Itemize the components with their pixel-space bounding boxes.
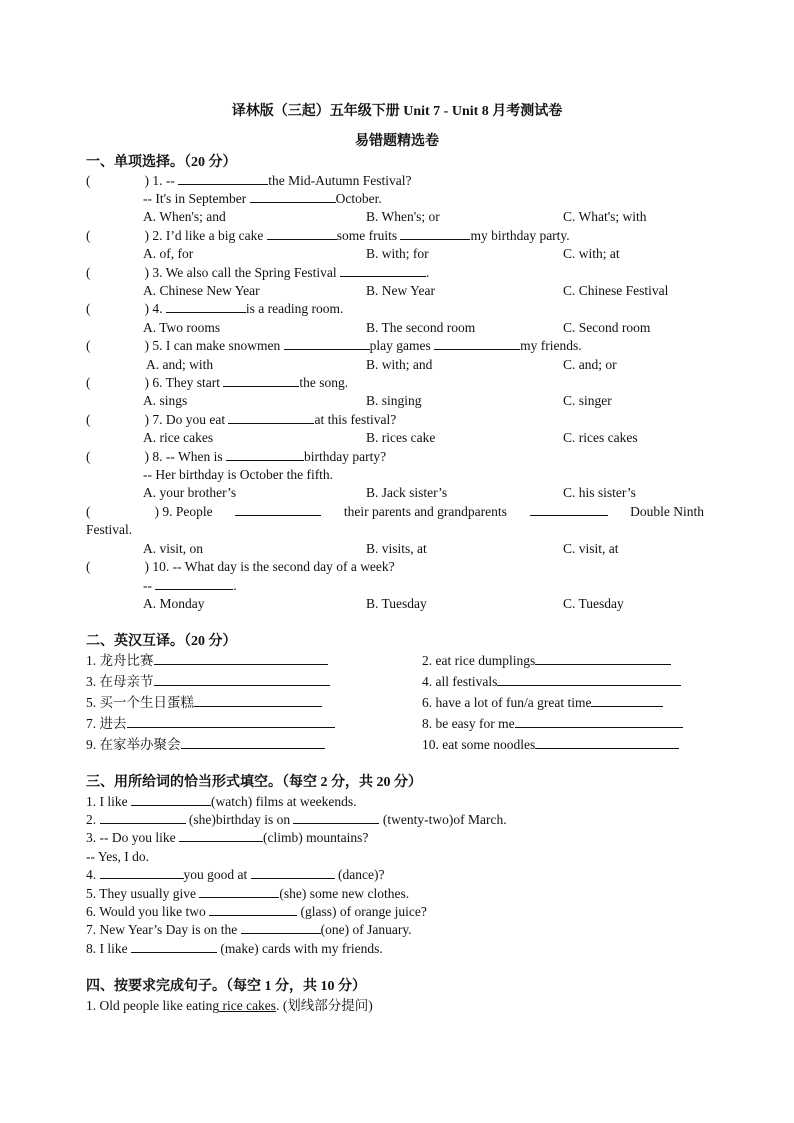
answer-blank[interactable] — [199, 885, 279, 898]
q4-option-c[interactable]: C. Second room — [563, 320, 651, 335]
translate-item: 4. all festivals — [422, 673, 681, 690]
answer-blank[interactable] — [400, 227, 470, 240]
q2-option-a[interactable]: A. of, for — [143, 246, 194, 261]
q9-option-a[interactable]: A. visit, on — [143, 541, 204, 556]
answer-blank[interactable] — [591, 694, 663, 707]
answer-blank[interactable] — [340, 264, 426, 277]
question-10: ( ) 10. -- What day is the second day of a week? — [86, 559, 395, 574]
q1-text: 1. -- — [152, 173, 175, 188]
q5-option-c[interactable]: C. and; or — [563, 357, 617, 372]
q6-option-a[interactable]: A. sings — [143, 393, 188, 408]
q2-option-c[interactable]: C. with; at — [563, 246, 620, 261]
q8-reply: -- Her birthday is October the fifth. — [143, 467, 334, 482]
fill-item: 1. I like (watch) films at weekends. — [86, 794, 357, 809]
answer-blank[interactable] — [515, 715, 683, 728]
answer-blank[interactable] — [131, 940, 217, 953]
translate-item: 9. 在家举办聚会 — [86, 736, 325, 753]
answer-blank[interactable] — [535, 736, 679, 749]
answer-blank[interactable] — [535, 652, 671, 665]
translate-item: 8. be easy for me — [422, 715, 683, 732]
question-3: ( ) 3. We also call the Spring Festival . — [86, 265, 430, 280]
q9-option-b[interactable]: B. visits, at — [366, 541, 427, 556]
section-heading-3: 三、用所给词的恰当形式填空。（每空 2 分，共 20 分） — [86, 775, 422, 790]
answer-blank[interactable] — [155, 577, 233, 590]
fill-item: 8. I like (make) cards with my friends. — [86, 941, 383, 956]
q9-option-c[interactable]: C. visit, at — [563, 541, 619, 556]
section-heading-4: 四、按要求完成句子。（每空 1 分，共 10 分） — [86, 979, 366, 994]
answer-blank[interactable] — [194, 694, 322, 707]
q1-option-c[interactable]: C. What's; with — [563, 209, 647, 224]
q1-text-mid: the Mid-Autumn Festival? — [268, 173, 412, 188]
q3-option-b[interactable]: B. New Year — [366, 283, 435, 298]
translate-item: 1. 龙舟比赛 — [86, 652, 328, 669]
question-6: ( ) 6. They start the song. — [86, 375, 349, 390]
translate-item: 6. have a lot of fun/a great time — [422, 694, 663, 711]
question-8: ( ) 8. -- When is birthday party? — [86, 449, 387, 464]
q7-option-a[interactable]: A. rice cakes — [143, 430, 214, 445]
answer-blank[interactable] — [179, 829, 263, 842]
translate-item: 5. 买一个生日蛋糕 — [86, 694, 322, 711]
question-9: ( ) 9. People their parents and grandparents Double Ninth — [86, 504, 704, 519]
underlined-phrase: rice cakes — [219, 998, 277, 1013]
question-5: ( ) 5. I can make snowmen play games my friends. — [86, 338, 582, 353]
q2-option-b[interactable]: B. with; for — [366, 246, 429, 261]
section-heading-1: 一、单项选择。（20 分） — [86, 155, 237, 170]
q6-option-c[interactable]: C. singer — [563, 393, 612, 408]
answer-blank[interactable] — [181, 736, 325, 749]
page-title: 译林版（三起）五年级下册 Unit 7 - Unit 8 月考测试卷 — [231, 104, 563, 119]
fill-item: 5. They usually give (she) some new clothes. — [86, 886, 410, 901]
answer-blank[interactable] — [127, 715, 335, 728]
q6-option-b[interactable]: B. singing — [366, 393, 422, 408]
q8-option-a[interactable]: A. your brother’s — [143, 485, 237, 500]
answer-blank[interactable] — [497, 673, 681, 686]
q1-reply: -- It's in September October. — [143, 191, 382, 206]
answer-blank[interactable] — [166, 300, 246, 313]
q4-option-a[interactable]: A. Two rooms — [143, 320, 221, 335]
q9-continued: Festival. — [86, 522, 133, 537]
q3-option-a[interactable]: A. Chinese New Year — [143, 283, 260, 298]
q7-option-b[interactable]: B. rices cake — [366, 430, 436, 445]
fill-item-reply: -- Yes, I do. — [86, 849, 150, 864]
question-7: ( ) 7. Do you eat at this festival? — [86, 412, 397, 427]
page-subtitle: 易错题精选卷 — [355, 134, 439, 149]
answer-blank[interactable] — [235, 503, 321, 516]
answer-blank[interactable] — [434, 337, 520, 350]
q5-option-b[interactable]: B. with; and — [366, 357, 433, 372]
question-4: ( ) 4. is a reading room. — [86, 301, 344, 316]
answer-blank[interactable] — [131, 793, 211, 806]
translate-item: 10. eat some noodles — [422, 736, 679, 753]
question-1 — [86, 172, 411, 189]
answer-blank[interactable] — [530, 503, 608, 516]
fill-item: 6. Would you like two (glass) of orange juice? — [86, 904, 427, 919]
q3-option-c[interactable]: C. Chinese Festival — [563, 283, 669, 298]
question-2: ( ) 2. I’d like a big cake some fruits my birthday party. — [86, 228, 570, 243]
q10-reply: -- . — [143, 578, 237, 593]
answer-blank[interactable] — [100, 866, 184, 879]
answer-blank[interactable] — [267, 227, 337, 240]
fill-item: 3. -- Do you like (climb) mountains? — [86, 830, 369, 845]
translate-item: 3. 在母亲节 — [86, 673, 330, 690]
answer-blank[interactable] — [251, 866, 335, 879]
paren-open: ( — [86, 173, 91, 188]
answer-blank[interactable] — [250, 190, 336, 203]
translate-item: 7. 进去 — [86, 715, 335, 732]
q5-option-a[interactable]: A. and; with — [146, 357, 214, 372]
answer-blank[interactable] — [226, 448, 304, 461]
answer-blank[interactable] — [223, 374, 299, 387]
answer-blank[interactable] — [209, 903, 297, 916]
fill-item: 4. you good at (dance)? — [86, 867, 385, 882]
paren-close: ) — [144, 173, 149, 188]
rewrite-item: 1. Old people like eating rice cakes. (划线部分提问) — [86, 998, 373, 1013]
answer-blank[interactable] — [178, 172, 268, 185]
fill-item: 2. (she)birthday is on (twenty-two)of March. — [86, 812, 507, 827]
q7-option-c[interactable]: C. rices cakes — [563, 430, 638, 445]
section-heading-2: 二、英汉互译。（20 分） — [86, 634, 237, 649]
answer-blank[interactable] — [228, 411, 314, 424]
q1-option-b[interactable]: B. When's; or — [366, 209, 440, 224]
q10-option-b[interactable]: B. Tuesday — [366, 596, 427, 611]
answer-blank[interactable] — [154, 652, 328, 665]
answer-blank[interactable] — [293, 811, 379, 824]
q10-option-c[interactable]: C. Tuesday — [563, 596, 624, 611]
q1-option-a[interactable]: A. When's; and — [143, 209, 226, 224]
answer-blank[interactable] — [284, 337, 370, 350]
q8-option-c[interactable]: C. his sister’s — [563, 485, 636, 500]
q8-option-b[interactable]: B. Jack sister’s — [366, 485, 448, 500]
answer-blank[interactable] — [154, 673, 330, 686]
answer-blank[interactable] — [100, 811, 186, 824]
q10-option-a[interactable]: A. Monday — [143, 596, 205, 611]
translate-item: 2. eat rice dumplings — [422, 652, 671, 669]
fill-item: 7. New Year’s Day is on the (one) of January. — [86, 922, 412, 937]
answer-blank[interactable] — [241, 921, 321, 934]
q4-option-b[interactable]: B. The second room — [366, 320, 476, 335]
